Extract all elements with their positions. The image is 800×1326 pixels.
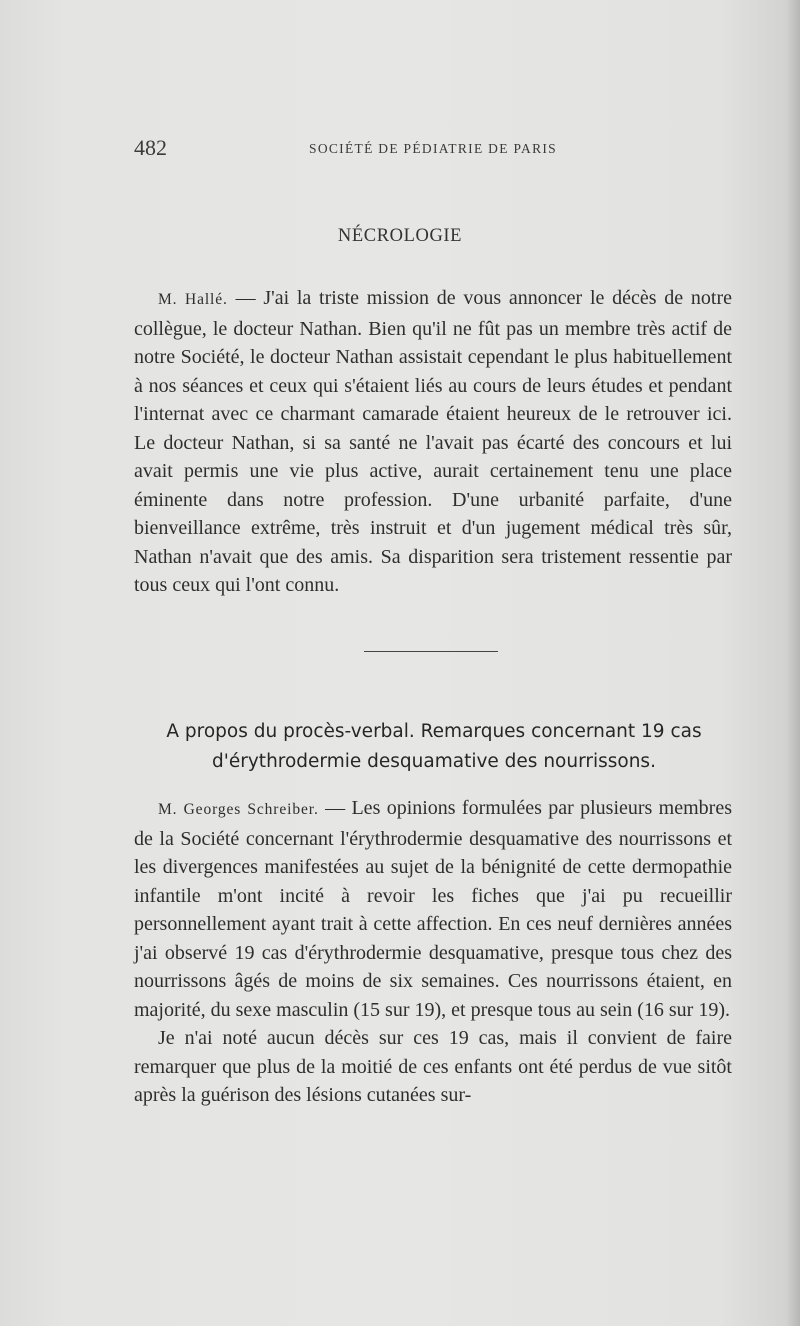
article-title bbox=[130, 717, 738, 777]
paragraph-text: — J'ai la triste mission de vous annoncer le décès de notre collègue, le docteur Nathan. Bien qu'il ne fût pas un membre très actif de notre Société, le docteur Nathan assistait cependant le plus habituellement à nos séances et ceux qui s'étaient liés au cours de leurs études et pendant l'internat avec ce charmant camarade étaient heureux de le retrouver ici. Le docteur Nathan, si sa santé ne l'avait pas écarté des concours et lui avait permis une vie plus active, aurait certainement tenu une place éminente dans notre profession. D'une urbanité parfaite, d'une bienveillance extrême, très instruit et d'un jugement médical très sûr, Nathan n'avait que des amis. Sa disparition sera tristement ressentie par tous ceux qui l'ont connu. bbox=[134, 287, 733, 596]
speaker-name: M. Georges Schreiber. bbox=[158, 801, 319, 818]
speaker-name: M. Hallé. bbox=[158, 291, 228, 308]
necrology-body bbox=[134, 284, 732, 600]
page-number: 482 bbox=[134, 135, 167, 160]
running-head: SOCIÉTÉ DE PÉDIATRIE DE PARIS bbox=[309, 141, 557, 156]
article-paragraph bbox=[134, 794, 732, 1024]
article-body bbox=[134, 794, 732, 1110]
article-title-line: d'érythrodermie desquamative des nourrissons. bbox=[212, 751, 656, 772]
section-divider bbox=[364, 651, 498, 652]
article-title-line: A propos du procès-verbal. Remarques concernant 19 cas bbox=[166, 721, 702, 742]
necrology-paragraph bbox=[134, 284, 732, 600]
necrology-heading: NÉCROLOGIE bbox=[337, 226, 463, 246]
paragraph-text: — Les opinions formulées par plusieurs membres de la Société concernant l'érythrodermie desquamative des nourrissons et les divergences manifestées au sujet de la bénignité de cette dermopathie infantile m'ont incité à revoir les fiches que j'ai pu recueillir personnellement ayant trait à cette affection. En ces neuf dernières années j'ai observé 19 cas d'érythrodermie desquamative, presque tous chez des nourrissons âgés de moins de six semaines. Ces nourrissons étaient, en majorité, du sexe masculin (15 sur 19), et presque tous au sein (16 sur 19). bbox=[134, 797, 732, 1021]
article-paragraph: Je n'ai noté aucun décès sur ces 19 cas, mais il convient de faire remarquer que plus de la moitié de ces enfants ont été perdus de vue sitôt après la guérison des lésions cutanées sur- bbox=[134, 1027, 732, 1106]
